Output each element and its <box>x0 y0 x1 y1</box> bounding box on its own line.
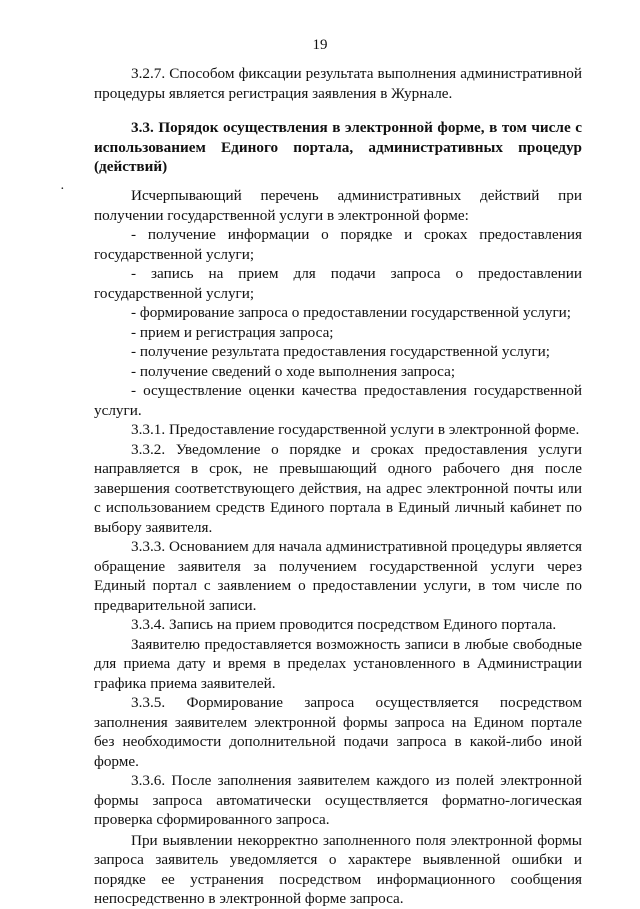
page-number: 19 <box>312 37 328 53</box>
paragraph-3-3-4: 3.3.4. Запись на прием проводится посредством Единого портала. <box>131 616 557 633</box>
paragraph-3-3-2: 3.3.2. Уведомление о порядке и сроках предоставления услуги направляется в срок, не превышающий одного рабочего дня после завершения соответствующего действия, на адрес электронной почты или с использованием средств Единого портала в Единый личный кабинет по выбору заявителя. <box>94 440 582 536</box>
paragraph-3-3-6-continued: При выявлении некорректно заполненного поля электронной формы запроса заявитель уведомляется о характере выявленной ошибки и порядке ее устранения посредством информационного сообщения непосредственно в электронной форме запроса. <box>94 831 582 907</box>
paragraph-3-3-4-continued: Заявителю предоставляется возможность записи в любые свободные для приема дату и время в пределах установленного в Администрации графика приема заявителей. <box>94 635 582 692</box>
list-item: - получение сведений о ходе выполнения запроса; <box>131 362 456 380</box>
paragraph-3-2-7: 3.2.7. Способом фиксации результата выполнения административной процедуры является регистрация заявления в Журнале. <box>94 65 582 102</box>
list-item: - прием и регистрация запроса; <box>131 323 334 341</box>
paragraph-3-3-6: 3.3.6. После заполнения заявителем каждого из полей электронной формы запроса автоматически осуществляется форматно-логическая проверка сформированного запроса. <box>94 772 582 828</box>
list-item: - запись на прием для подачи запроса о предоставлении государственной услуги; <box>94 265 582 302</box>
margin-mark: · <box>60 182 65 197</box>
list-item: - получение результата предоставления государственной услуги; <box>131 343 551 360</box>
section-3-3-body <box>94 186 582 909</box>
list-item: - формирование запроса о предоставлении государственной услуги; <box>131 304 572 321</box>
list-item: - получение информации о порядке и сроках предоставления государственной услуги; <box>94 226 582 263</box>
paragraph-3-3-5: 3.3.5. Формирование запроса осуществляется посредством заполнения заявителем электронной формы запроса на Едином портале без необходимости дополнительной подачи запроса в какой-либо иной форме. <box>94 694 582 770</box>
heading-3-3: 3.3. Порядок осуществления в электронной форме, в том числе с использованием Единого портала, административных процедур (действий) <box>94 119 582 175</box>
paragraph-3-3-3: 3.3.3. Основанием для начала административной процедуры является обращение заявителя за получением государственной услуги через Единый портал с заявлением о предоставлении услуги, в том числе по предварительной записи. <box>94 538 582 614</box>
section-327 <box>94 64 582 103</box>
section-heading-3-3 <box>94 118 582 177</box>
paragraph-3-3-1: 3.3.1. Предоставление государственной услуги в электронной форме. <box>131 421 580 438</box>
list-item: - осуществление оценки качества предоставления государственной услуги. <box>94 382 582 419</box>
intro-paragraph: Исчерпывающий перечень административных действий при получении государственной услуги в электронной форме: <box>94 187 582 224</box>
